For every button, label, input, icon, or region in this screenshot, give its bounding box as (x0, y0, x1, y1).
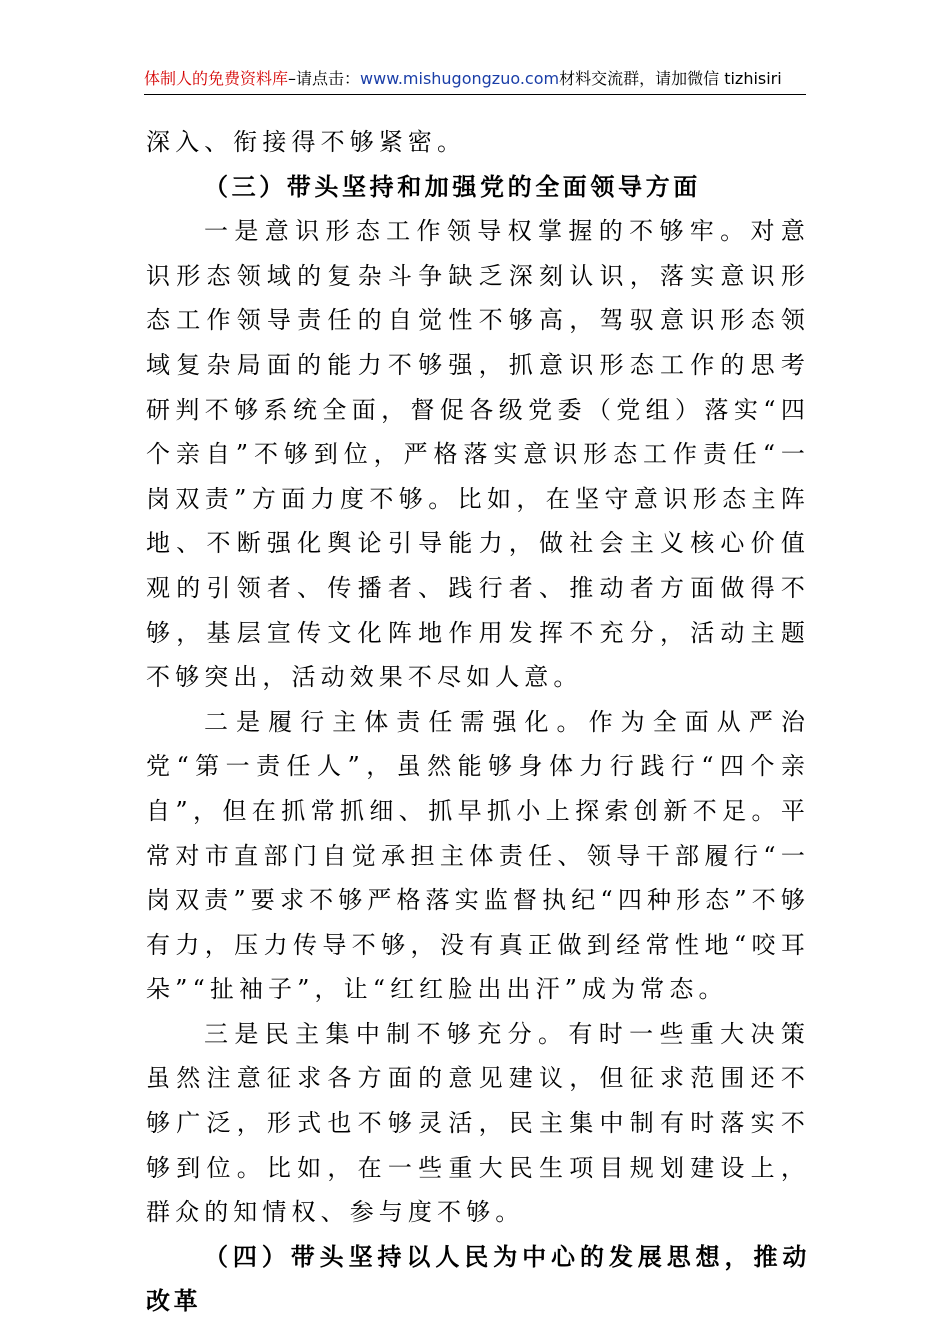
paragraph-continuation: 深入、衔接得不够紧密。 (146, 128, 467, 156)
paragraph-responsibility: 二是履行主体责任需强化。作为全面从严治党“第一责任人”，虽然能够身体力行践行“四个亲自”，但在抓常抓细、抓早抓小上探索创新不足。平常对市直部门自觉承担主体责任、领导干部履行“一岗双责”要求不够严格落实监督执纪“四种形态”不够有力，压力传导不够，没有真正做到经常性地“咬耳朵”“扯袖子”，让“红红脸出出汗”成为常态。 (146, 707, 810, 1004)
header-link[interactable]: www.mishugongzuo.com (360, 69, 560, 88)
paragraph-ideology: 一是意识形态工作领导权掌握的不够牢。对意识形态领域的复杂斗争缺乏深刻认识，落实意识形态工作领导责任的自觉性不够高，驾驭意识形态领域复杂局面的能力不够强，抓意识形态工作的思考研判不够系统全面，督促各级党委（党组）落实“四个亲自”不够到位，严格落实意识形态工作责任“一岗双责”方面力度不够。比如，在坚守意识形态主阵地、不断强化舆论引导能力，做社会主义核心价值观的引领者、传播者、践行者、推动者方面做得不够，基层宣传文化阵地作用发挥不充分，活动主题不够突出，活动效果不尽如人意。 (146, 217, 810, 692)
page-header (144, 64, 806, 95)
paragraph-democratic-centralism: 三是民主集中制不够充分。有时一些重大决策虽然注意征求各方面的意见建议，但征求范围还不够广泛，形式也不够灵活，民主集中制有时落实不够到位。比如，在一些重大民生项目规划建设上，群众的知情权、参与度不够。 (146, 1019, 810, 1227)
header-brand: 体制人的免费资料库 (144, 69, 289, 88)
header-info: 材料交流群，请加微信 tizhisiri (559, 69, 782, 88)
header-prompt: –请点击： (288, 69, 361, 88)
document-body (146, 120, 810, 1324)
section-heading-3: （三）带头坚持和加强党的全面领导方面 (204, 172, 701, 201)
section-heading-4: （四）带头坚持以人民为中心的发展思想，推动改革 (146, 1242, 810, 1316)
